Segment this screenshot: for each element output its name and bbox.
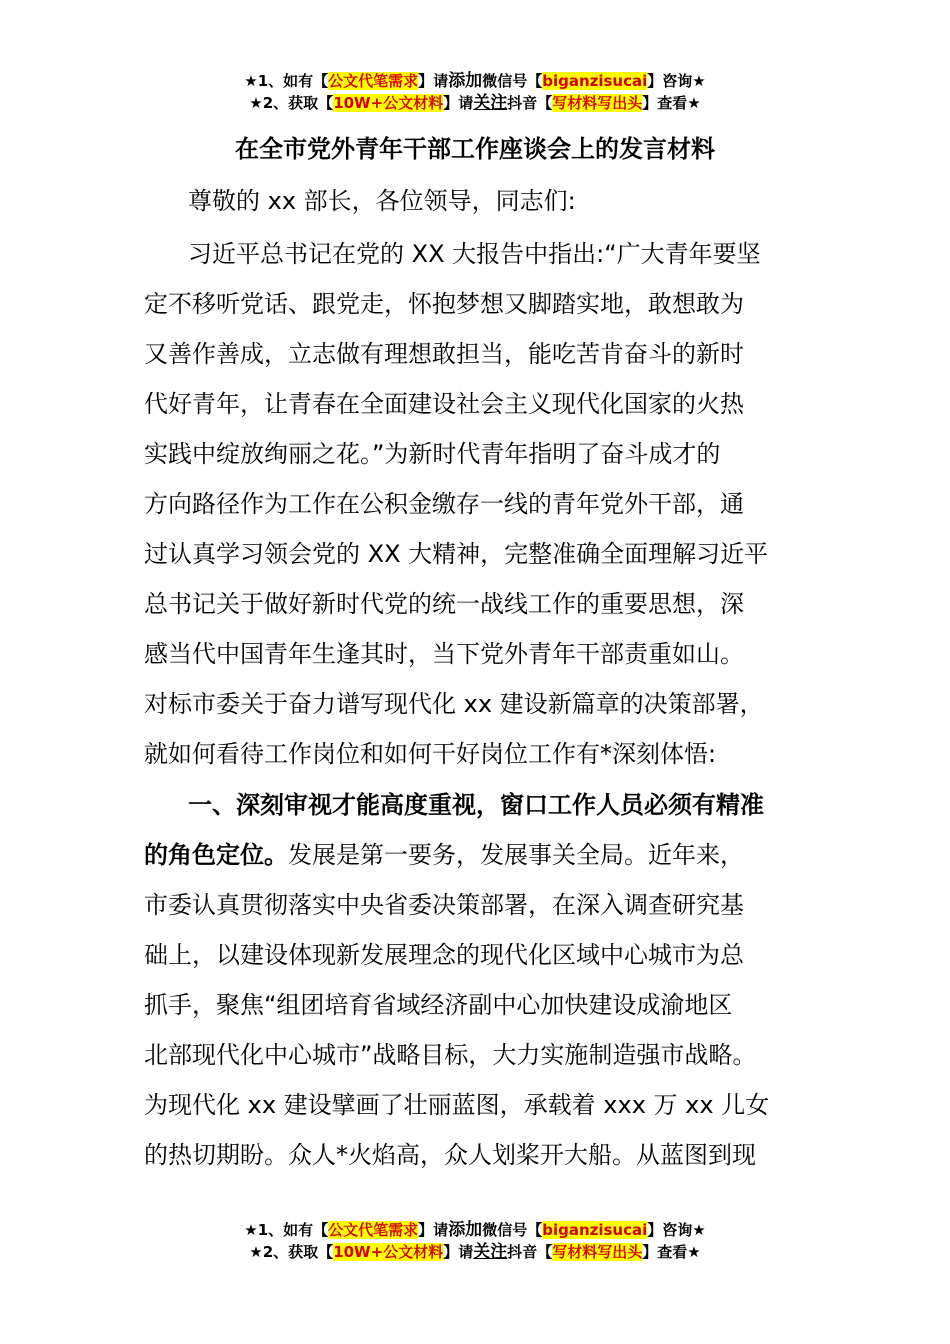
star-icon: ★	[249, 1243, 263, 1261]
banner-emphasis-add: 添加	[448, 71, 483, 91]
star-icon: ★	[249, 94, 263, 112]
paragraph-line: 市委认真贯彻落实中央省委决策部署，在深入调查研究基	[144, 891, 744, 919]
banner-text: 抖音【	[507, 1243, 553, 1261]
highlight-douyin-account: 写材料写出头	[552, 1243, 643, 1261]
paragraph-line: 北部现代化中心城市”战略目标，大力实施制造强市战略。	[144, 1041, 757, 1069]
salutation	[144, 176, 804, 226]
banner-text: 2、获取【	[262, 94, 334, 112]
section-heading-end: 的角色定位。	[144, 841, 288, 869]
header-banner	[0, 70, 950, 114]
banner-text: 微信号【	[482, 1221, 543, 1239]
paragraph-line: 础上，以建设体现新发展理念的现代化区域中心城市为总	[144, 941, 744, 969]
section-heading: 一、深刻审视才能高度重视，窗口工作人员必须有精准	[188, 791, 764, 819]
paragraph-line: 抓手，聚焦“组团培育省域经济副中心加快建设成渝地区	[144, 991, 733, 1019]
banner-text: 】请	[443, 1243, 474, 1261]
paragraph-1	[144, 229, 804, 779]
banner-text: 】请	[443, 94, 474, 112]
banner-text: 】查看★	[642, 94, 701, 112]
highlight-materials: 10W+公文材料	[333, 1243, 444, 1261]
banner-text: 】咨询★	[647, 1221, 706, 1239]
salutation-text: 尊敬的 xx 部长，各位领导，同志们:	[188, 187, 576, 215]
header-banner-line-1	[0, 70, 950, 92]
paragraph-line: 又善作善成，立志做有理想敢担当，能吃苦肯奋斗的新时	[144, 340, 744, 368]
highlight-ghostwriting: 公文代笔需求	[328, 72, 419, 90]
paragraph-line: 过认真学习领会党的 XX 大精神，完整准确全面理解习近平	[144, 540, 769, 568]
banner-emphasis-add: 添加	[448, 1220, 483, 1240]
footer-banner-line-1	[0, 1219, 950, 1241]
paragraph-line: 就如何看待工作岗位和如何干好岗位工作有*深刻体悟:	[144, 740, 717, 768]
banner-text: 2、获取【	[262, 1243, 334, 1261]
banner-emphasis-follow: 关注	[473, 1242, 508, 1262]
banner-text: 】请	[418, 72, 449, 90]
highlight-ghostwriting: 公文代笔需求	[328, 1221, 419, 1239]
paragraph-line: 的热切期盼。众人*火焰高，众人划桨开大船。从蓝图到现	[144, 1141, 756, 1169]
document-title: 在全市党外青年干部工作座谈会上的发言材料	[235, 135, 715, 163]
star-icon: ★	[244, 72, 258, 90]
paragraph-line: 方向路径作为工作在公积金缴存一线的青年党外干部，通	[144, 490, 744, 518]
paragraph-line	[144, 830, 804, 880]
paragraph-text: 发展是第一要务，发展事关全局。近年来，	[288, 841, 744, 869]
banner-text: 微信号【	[482, 72, 543, 90]
highlight-materials: 10W+公文材料	[333, 94, 444, 112]
footer-banner	[0, 1219, 950, 1263]
paragraph-line: 代好青年，让青春在全面建设社会主义现代化国家的火热	[144, 390, 744, 418]
paragraph-line: 感当代中国青年生逢其时，当下党外青年干部责重如山。	[144, 640, 744, 668]
paragraph-line: 总书记关于做好新时代党的统一战线工作的重要思想，深	[144, 590, 744, 618]
paragraph-line: 实践中绽放绚丽之花。”为新时代青年指明了奋斗成才的	[144, 440, 721, 468]
paragraph-line: 习近平总书记在党的 XX 大报告中指出:“广大青年要坚	[188, 240, 761, 268]
banner-text: 】咨询★	[647, 72, 706, 90]
highlight-wechat-id: biganzisucai	[542, 72, 648, 90]
highlight-wechat-id: biganzisucai	[542, 1221, 648, 1239]
paragraph-2	[144, 780, 804, 1180]
paragraph-line: 对标市委关于奋力谱写现代化 xx 建设新篇章的决策部署，	[144, 690, 764, 718]
banner-text: 1、如有【	[257, 72, 329, 90]
banner-text: 】查看★	[642, 1243, 701, 1261]
banner-text: 】请	[418, 1221, 449, 1239]
highlight-douyin-account: 写材料写出头	[552, 94, 643, 112]
banner-emphasis-follow: 关注	[473, 93, 508, 113]
paragraph-line: 定不移听党话、跟党走，怀抱梦想又脚踏实地，敢想敢为	[144, 290, 744, 318]
footer-banner-line-2	[0, 1241, 950, 1263]
paragraph-line: 为现代化 xx 建设擘画了壮丽蓝图，承载着 xxx 万 xx 儿女	[144, 1091, 770, 1119]
banner-text: 抖音【	[507, 94, 553, 112]
header-banner-line-2	[0, 92, 950, 114]
banner-text: 1、如有【	[257, 1221, 329, 1239]
star-icon: ★	[244, 1221, 258, 1239]
